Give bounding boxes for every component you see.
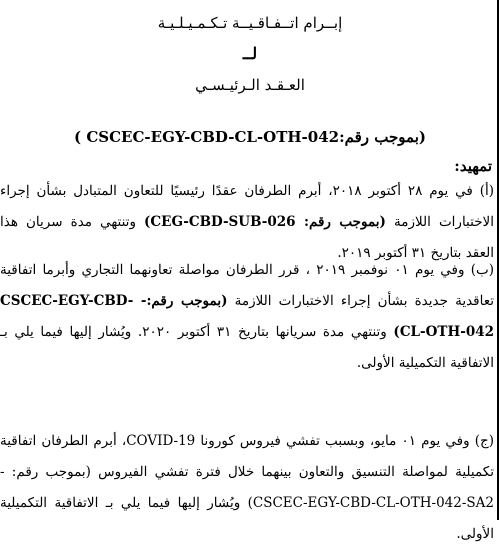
paragraph-b-text-1: (ب) وفي يوم ٠١ نوفمبر ٢٠١٩ ، قرر الطرفان مواصلة تعاونهما التجاري وأبرما اتفاقية تعاقدية جديدة بشأن إجراء الاختبارات اللازمة: [0, 262, 494, 309]
paragraph-c: [0, 426, 494, 550]
paragraph-a-text-2: وتنتهي مدة سريان هذا العقد بتاريخ ٣١ أكتوبر ٢٠١٩.: [0, 214, 494, 261]
title-line-1: إبــرام اتــفـاقـيــة تـكـمـيـلـيـة: [157, 14, 343, 32]
paragraph-c-text-1: (ج) وفي يوم ٠١ مايو، وبسبب تفشي فيروس كورونا COVID-19، أبرم الطرفان اتفاقية تكميلية لمواصلة التنسيق والتعاون بينهما خلال فترة تفشي الفيروس (بموجب رقم: -CSCEC-EGY-CBD-CL-OTH-042-SA2) ويُشار إليها فيما يلي بـ الاتفاقية التكميلية الأولى.: [0, 433, 494, 542]
preamble-heading: تمهيد:: [454, 157, 492, 175]
contract-reference: (بموجب رقم:CSCEC-EGY-CBD-CL-OTH-042 ): [74, 128, 426, 146]
paragraph-a-text-1: (أ) في يوم ٢٨ أكتوبر ٢٠١٨، أبرم الطرفان عقدًا رئيسيًا للتعاون المتبادل بشأن إجراء الاختبارات اللازمة: [0, 183, 494, 230]
paragraph-a-reference: (بموجب رقم: CEG-CBD-SUB-026): [144, 214, 386, 230]
title-line-2: لــ: [242, 44, 258, 63]
paragraph-b: [0, 255, 494, 379]
paragraph-b-text-2: وتنتهي مدة سريانها بتاريخ ٣١ أكتوبر ٢٠٢٠. ويُشار إليها فيما يلي بـ الاتفاقية التكميلية الأولى.: [0, 324, 494, 371]
paragraph-b-reference: (بموجب رقم:- CSCEC-EGY-CBD-CL-OTH-042): [0, 293, 494, 340]
title-line-3: العـقـد الـرئيـسـي: [195, 76, 305, 94]
